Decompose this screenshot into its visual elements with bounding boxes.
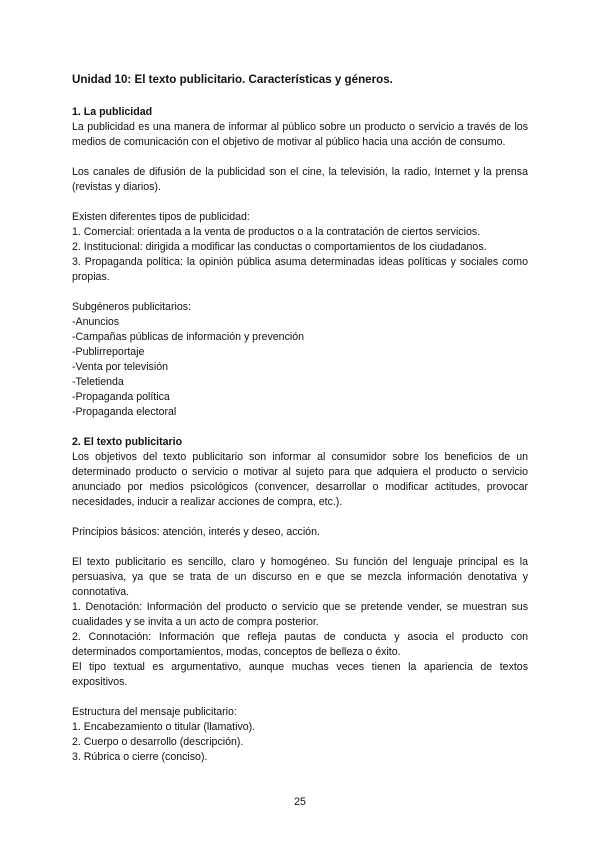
types-intro: Existen diferentes tipos de publicidad:	[72, 211, 250, 223]
principles-paragraph: Principios básicos: atención, interés y deseo, acción.	[72, 526, 320, 538]
objectives-paragraph: Los objetivos del texto publicitario son informar al consumidor sobre los beneficios de un determinado producto o servicio o motivar al sujeto para que adquiera el producto o servicio anunciado por medios psicológicos (convencer, desarrollar o modificar actitudes, provocar necesidades, inducir a realizar acciones de compra, etc.).	[72, 451, 528, 508]
list-item: -Anuncios	[72, 316, 120, 328]
language-section	[72, 555, 528, 690]
list-item: -Campañas públicas de información y prevención	[72, 331, 305, 343]
list-item: 3. Rúbrica o cierre (conciso).	[72, 751, 208, 763]
list-item: -Teletienda	[72, 376, 124, 388]
denotation-paragraph: 1. Denotación: Información del producto o servicio que se pretende vender, se muestran sus cualidades y se invita a un acto de compra posterior.	[72, 601, 528, 628]
section-1-heading: 1. La publicidad	[72, 106, 153, 118]
section-2-heading: 2. El texto publicitario	[72, 436, 183, 448]
structure-list	[72, 705, 528, 765]
channels-paragraph: Los canales de difusión de la publicidad son el cine, la televisión, la radio, Internet y la prensa (revistas y diarios).	[72, 166, 528, 193]
document-page	[72, 72, 528, 765]
page-number: 25	[294, 796, 306, 808]
connotation-paragraph: 2. Connotación: Información que refleja pautas de conducta y asocia el producto con determinados comportamientos, modas, conceptos de belleza o éxito.	[72, 631, 528, 658]
textual-type-paragraph: El tipo textual es argumentativo, aunque muchas veces tienen la apariencia de textos expositivos.	[72, 661, 528, 688]
list-item: 1. Encabezamiento o titular (llamativo).	[72, 721, 256, 733]
language-paragraph: El texto publicitario es sencillo, claro y homogéneo. Su función del lenguaje principal es la persuasiva, ya que se trata de un discurso en e que se mezcla información denotativa y connotativa.	[72, 556, 528, 598]
list-item: 2. Institucional: dirigida a modificar las conductas o comportamientos de los ciudadanos.	[72, 241, 487, 253]
subgenres-list	[72, 300, 528, 420]
list-item: 3. Propaganda política: la opinión pública asuma determinadas ideas políticas y sociales como propias.	[72, 256, 528, 283]
list-item: -Propaganda electoral	[72, 406, 177, 418]
structure-intro: Estructura del mensaje publicitario:	[72, 706, 237, 718]
document-title: Unidad 10: El texto publicitario. Características y géneros.	[72, 73, 393, 86]
list-item: -Propaganda política	[72, 391, 170, 403]
list-item: 1. Comercial: orientada a la venta de productos o a la contratación de ciertos servicios.	[72, 226, 481, 238]
section-1-intro-paragraph: La publicidad es una manera de informar al público sobre un producto o servicio a través de los medios de comunicación con el objetivo de motivar al público hacia una acción de consumo.	[72, 121, 528, 148]
advertising-types-list	[72, 210, 528, 285]
list-item: -Publirreportaje	[72, 346, 145, 358]
list-item: 2. Cuerpo o desarrollo (descripción).	[72, 736, 244, 748]
subgenres-intro: Subgéneros publicitarios:	[72, 301, 191, 313]
list-item: -Venta por televisión	[72, 361, 168, 373]
